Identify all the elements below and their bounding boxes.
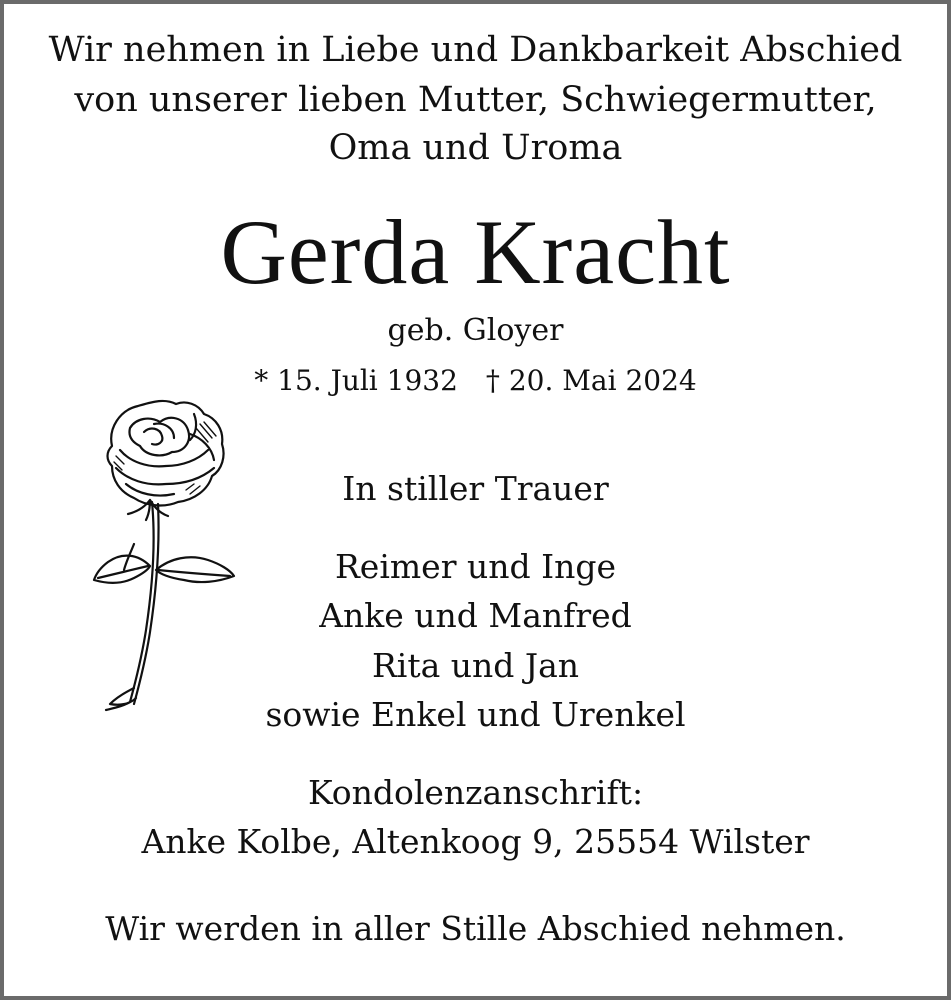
mourner-line-3: Rita und Jan <box>371 646 580 685</box>
closing-line: Wir werden in aller Stille Abschied nehmen. <box>105 909 846 948</box>
deceased-name: Gerda Kracht <box>220 201 731 303</box>
mourner-line-4: sowie Enkel und Urenkel <box>265 695 686 734</box>
birth-name: geb. Gloyer <box>387 313 564 348</box>
life-dates <box>4 365 947 397</box>
intro-line-3: Oma und Uroma <box>328 128 623 168</box>
intro-line-2: von unserer lieben Mutter, Schwiegermutter, <box>74 80 877 120</box>
intro-line-1: Wir nehmen in Liebe und Dankbarkeit Abschied <box>48 30 903 70</box>
birth-date: * 15. Juli 1932 <box>254 364 458 397</box>
condolence-address: Anke Kolbe, Altenkoog 9, 25554 Wilster <box>141 822 810 861</box>
mourner-line-1: Reimer und Inge <box>334 547 617 586</box>
mourning-line: In stiller Trauer <box>342 469 609 508</box>
condolence-label: Kondolenzanschrift: <box>307 773 644 812</box>
mourner-line-2: Anke und Manfred <box>319 596 632 635</box>
death-date: † 20. Mai 2024 <box>485 364 697 397</box>
